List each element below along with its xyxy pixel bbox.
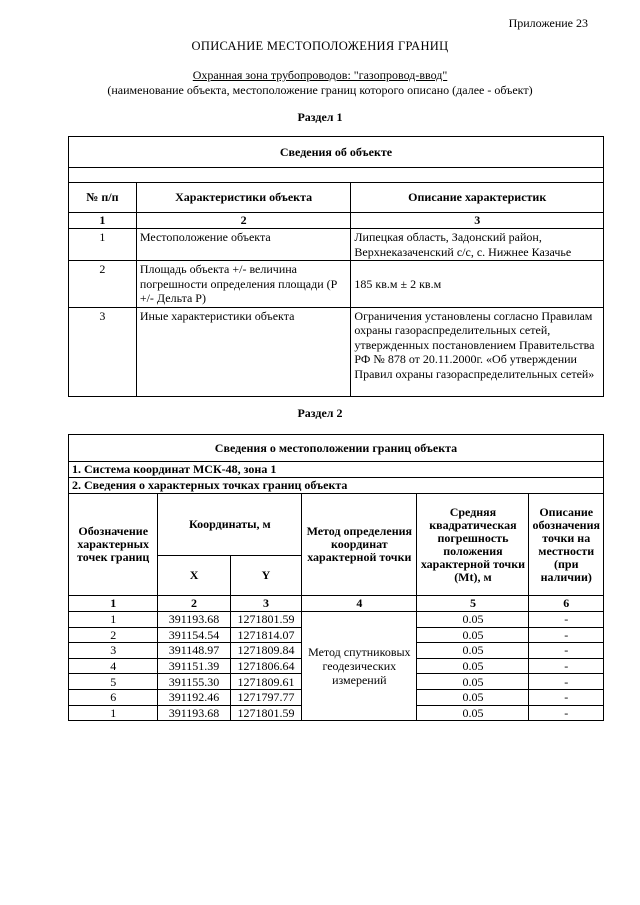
point-y: 1271809.84 bbox=[230, 643, 302, 659]
col-header-characteristics: Характеристики объекта bbox=[136, 183, 351, 213]
point-id: 4 bbox=[69, 658, 158, 674]
point-error: 0.05 bbox=[417, 689, 529, 705]
row-description: Ограничения установлены согласно Правилам охраны газораспределительных сетей, утвержденных постановлением Правительства РФ № 878 от 20.11.2000г. «Об утверждении Правил охраны газораспределительных сетей» bbox=[351, 307, 604, 396]
point-description: - bbox=[529, 705, 604, 721]
point-x: 391151.39 bbox=[158, 658, 230, 674]
row-characteristic: Иные характеристики объекта bbox=[136, 307, 351, 396]
col-header-coordinates: Координаты, м bbox=[158, 494, 302, 556]
col-number-cell: 4 bbox=[302, 596, 417, 612]
col-number-cell: 5 bbox=[417, 596, 529, 612]
point-error: 0.05 bbox=[417, 674, 529, 690]
point-y: 1271806.64 bbox=[230, 658, 302, 674]
boundary-points-table bbox=[68, 434, 604, 721]
point-error: 0.05 bbox=[417, 643, 529, 659]
col-number-cell: 1 bbox=[69, 596, 158, 612]
section1-title: Раздел 1 bbox=[297, 110, 343, 124]
appendix-label: Приложение 23 bbox=[508, 16, 588, 30]
row-description: 185 кв.м ± 2 кв.м bbox=[351, 261, 604, 308]
col-header-y: Y bbox=[230, 556, 302, 596]
row-num: 1 bbox=[69, 229, 137, 261]
document-title: ОПИСАНИЕ МЕСТОПОЛОЖЕНИЯ ГРАНИЦ bbox=[191, 39, 449, 53]
table-row bbox=[69, 307, 604, 396]
point-x: 391193.68 bbox=[158, 612, 230, 628]
col-header-x: X bbox=[158, 556, 230, 596]
col-header-error: Средняя квадратическая погрешность положения характерной точки (Mt), м bbox=[417, 494, 529, 596]
object-name-text: Охранная зона трубопроводов: "газопровод-ввод" bbox=[192, 68, 448, 82]
point-x: 391154.54 bbox=[158, 627, 230, 643]
row-description: Липецкая область, Задонский район, Верхнеказаченский с/с, с. Нижнее Казачье bbox=[351, 229, 604, 261]
point-error: 0.05 bbox=[417, 658, 529, 674]
col-number-cell: 3 bbox=[230, 596, 302, 612]
point-y: 1271801.59 bbox=[230, 612, 302, 628]
row-characteristic: Местоположение объекта bbox=[136, 229, 351, 261]
point-description: - bbox=[529, 612, 604, 628]
point-id: 1 bbox=[69, 705, 158, 721]
col-number-cell: 2 bbox=[158, 596, 230, 612]
point-description: - bbox=[529, 627, 604, 643]
col-header-description: Описание характеристик bbox=[351, 183, 604, 213]
col-number-cell: 1 bbox=[69, 213, 137, 229]
section2-title: Раздел 2 bbox=[297, 406, 343, 420]
table-row bbox=[69, 229, 604, 261]
table-row bbox=[69, 612, 604, 628]
object-name bbox=[0, 68, 640, 83]
point-y: 1271814.07 bbox=[230, 627, 302, 643]
point-id: 2 bbox=[69, 627, 158, 643]
point-description: - bbox=[529, 674, 604, 690]
col-number-cell: 6 bbox=[529, 596, 604, 612]
object-info-table bbox=[68, 136, 604, 397]
coordinate-system-row: 1. Система координат МСК-48, зона 1 bbox=[69, 462, 604, 478]
row-num: 2 bbox=[69, 261, 137, 308]
point-error: 0.05 bbox=[417, 612, 529, 628]
point-id: 6 bbox=[69, 689, 158, 705]
object-caption: (наименование объекта, местоположение границ которого описано (далее - объект) bbox=[107, 83, 533, 97]
col-number-cell: 3 bbox=[351, 213, 604, 229]
col-header-point: Обозначение характерных точек границ bbox=[69, 494, 158, 596]
row-num: 3 bbox=[69, 307, 137, 396]
point-error: 0.05 bbox=[417, 705, 529, 721]
col-header-method: Метод определения координат характерной точки bbox=[302, 494, 417, 596]
point-id: 1 bbox=[69, 612, 158, 628]
point-description: - bbox=[529, 643, 604, 659]
point-error: 0.05 bbox=[417, 627, 529, 643]
point-y: 1271797.77 bbox=[230, 689, 302, 705]
table-row bbox=[69, 261, 604, 308]
point-x: 391193.68 bbox=[158, 705, 230, 721]
point-description: - bbox=[529, 658, 604, 674]
method-cell: Метод спутниковых геодезических измерений bbox=[302, 612, 417, 721]
point-x: 391148.97 bbox=[158, 643, 230, 659]
point-x: 391192.46 bbox=[158, 689, 230, 705]
boundary-table-title: Сведения о местоположении границ объекта bbox=[69, 435, 604, 462]
col-header-point-description: Описание обозначения точки на местности (при наличии) bbox=[529, 494, 604, 596]
points-info-row: 2. Сведения о характерных точках границ объекта bbox=[69, 478, 604, 494]
object-info-table-title: Сведения об объекте bbox=[69, 137, 604, 168]
table-spacer-row bbox=[69, 168, 604, 183]
point-id: 3 bbox=[69, 643, 158, 659]
col-header-num: № п/п bbox=[69, 183, 137, 213]
point-y: 1271801.59 bbox=[230, 705, 302, 721]
row-characteristic: Площадь объекта +/- величина погрешности определения площади (Р +/- Дельта Р) bbox=[136, 261, 351, 308]
point-y: 1271809.61 bbox=[230, 674, 302, 690]
point-x: 391155.30 bbox=[158, 674, 230, 690]
point-id: 5 bbox=[69, 674, 158, 690]
point-description: - bbox=[529, 689, 604, 705]
col-number-cell: 2 bbox=[136, 213, 351, 229]
